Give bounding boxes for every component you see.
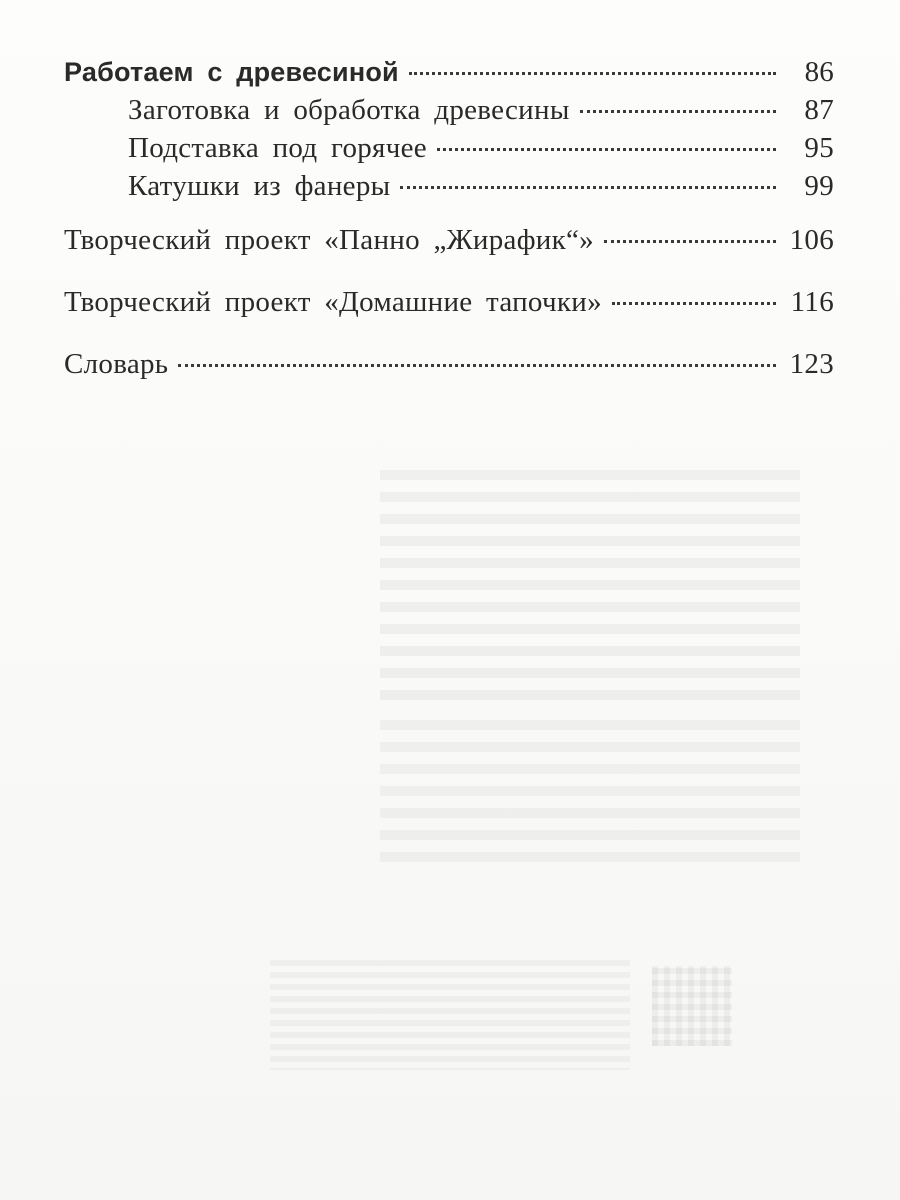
dot-leader [178,364,776,367]
bleed-through-qr [652,966,732,1046]
toc-entry-page: 86 [804,56,834,88]
dot-leader [604,240,776,243]
dot-leader [409,72,776,75]
toc-entry-title: Катушки из фанеры [128,170,391,202]
toc-entry-page: 95 [804,132,834,164]
toc-entry-title: Творческий проект «Панно „Жирафик“» [64,224,594,256]
toc-entry-section[interactable] [64,56,834,94]
toc-entry[interactable] [64,348,834,386]
bleed-through-block [270,960,630,1070]
toc-entry-page: 106 [789,224,834,256]
dot-leader [612,302,776,305]
bleed-through-block [380,470,800,710]
toc-entry-page: 123 [789,348,834,380]
toc-entry-title: Подставка под горячее [128,132,427,164]
dot-leader [437,148,776,151]
dot-leader [580,110,776,113]
dot-leader [400,186,776,189]
toc-entry[interactable] [64,132,834,170]
toc-entry-page: 99 [804,170,834,202]
toc-entry[interactable] [64,170,834,208]
toc-entry[interactable] [64,94,834,132]
toc-entry-title: Заготовка и обработка древесины [128,94,570,126]
toc-entry-page: 87 [804,94,834,126]
toc-entry-title: Словарь [64,348,169,380]
toc-entry-page: 116 [790,286,834,318]
toc-entry-title: Работаем с древесиной [64,57,399,87]
bleed-through-block [380,720,800,870]
toc-entry[interactable] [64,224,834,262]
toc-entry-title: Творческий проект «Домашние тапочки» [64,286,602,318]
table-of-contents [64,56,834,386]
toc-entry[interactable] [64,286,834,324]
